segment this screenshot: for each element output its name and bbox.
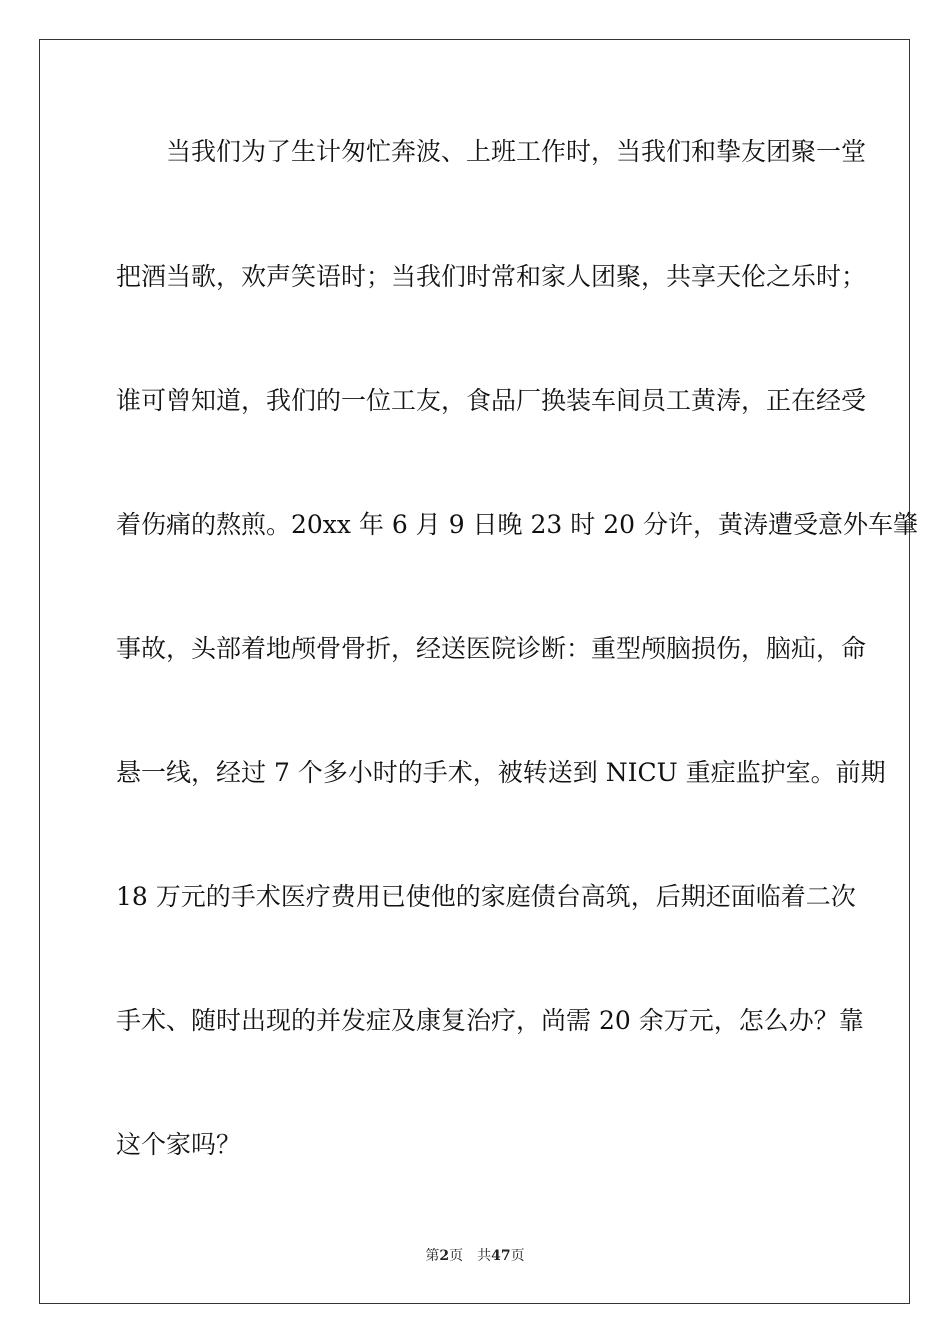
paragraph-line-7: 18 万元的手术医疗费用已使他的家庭债台高筑，后期还面临着二次 — [116, 882, 856, 911]
footer-page-total: 47 — [491, 1248, 511, 1264]
footer-total-prefix: 共 — [477, 1248, 492, 1264]
footer-page-suffix: 页 — [449, 1248, 464, 1264]
footer-page-current: 2 — [439, 1248, 450, 1264]
paragraph-line-2: 把酒当歌，欢声笑语时；当我们时常和家人团聚，共享天伦之乐时； — [116, 262, 867, 291]
paragraph-line-6: 悬一线，经过 7 个多小时的手术，被转送到 NICU 重症监护室。前期 — [116, 758, 886, 787]
paragraph-line-3: 谁可曾知道，我们的一位工友，食品厂换装车间员工黄涛，正在经受 — [116, 386, 867, 415]
paragraph-line-5: 事故，头部着地颅骨骨折，经送医院诊断：重型颅脑损伤，脑疝，命 — [116, 634, 867, 663]
paragraph-line-1: 当我们为了生计匆忙奔波、上班工作时，当我们和挚友团聚一堂 — [166, 137, 867, 166]
paragraph-line-8: 手术、随时出现的并发症及康复治疗，尚需 20 余万元，怎么办？靠 — [116, 1006, 864, 1035]
page-footer — [0, 1247, 950, 1265]
footer-page-prefix: 第 — [425, 1248, 440, 1264]
page-border — [39, 39, 918, 1304]
footer-total-suffix: 页 — [510, 1248, 525, 1264]
paragraph-line-4: 着伤痛的熬煎。20xx 年 6 月 9 日晚 23 时 20 分许，黄涛遭受意外车肇 — [116, 510, 918, 539]
paragraph-line-9: 这个家吗？ — [116, 1130, 242, 1159]
